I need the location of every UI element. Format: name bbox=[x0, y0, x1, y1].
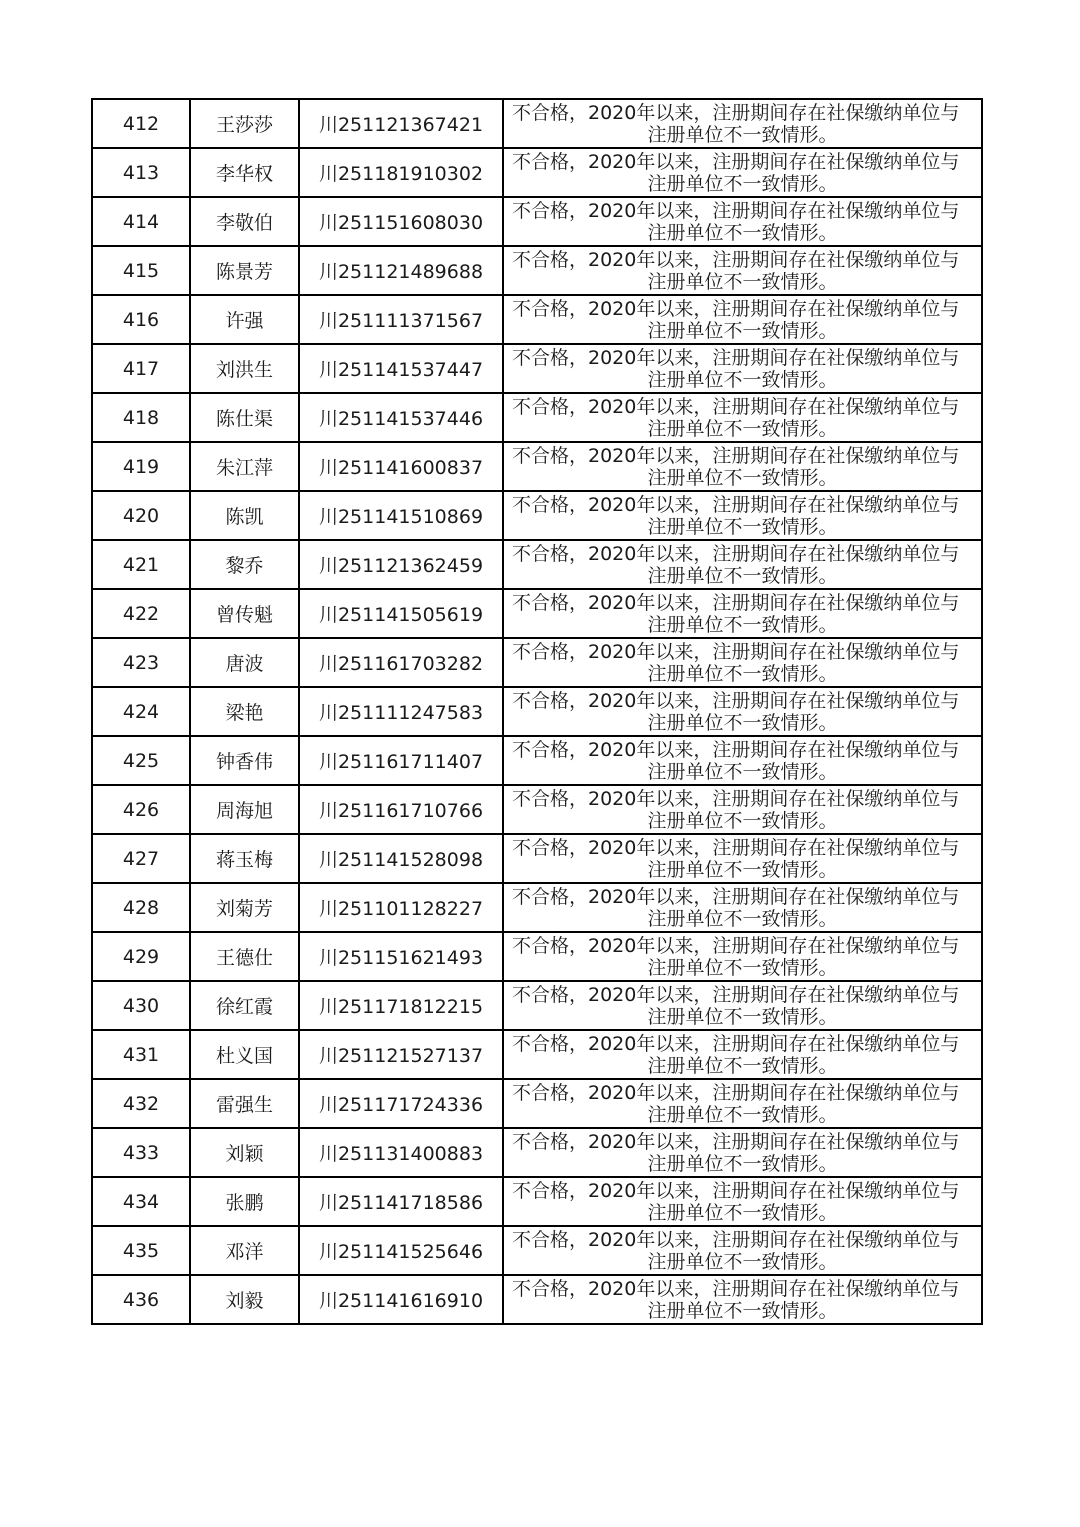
check-result-line-1: 不合格，2020年以来，注册期间存在社保缴纳单位与 bbox=[512, 444, 960, 467]
check-result-cell bbox=[503, 197, 982, 246]
check-result-line-1: 不合格，2020年以来，注册期间存在社保缴纳单位与 bbox=[512, 1228, 960, 1251]
check-result-line-2: 注册单位不一致情形。 bbox=[647, 1152, 838, 1175]
row-number-cell: 424 bbox=[92, 687, 190, 736]
table-row bbox=[92, 785, 982, 834]
table-row bbox=[92, 491, 982, 540]
check-result-line-1: 不合格，2020年以来，注册期间存在社保缴纳单位与 bbox=[512, 346, 960, 369]
check-result-line-1: 不合格，2020年以来，注册期间存在社保缴纳单位与 bbox=[512, 542, 960, 565]
row-number-cell: 428 bbox=[92, 883, 190, 932]
table-row bbox=[92, 1275, 982, 1324]
table-row bbox=[92, 442, 982, 491]
row-number-cell: 422 bbox=[92, 589, 190, 638]
check-result-cell bbox=[503, 1275, 982, 1324]
check-result-line-1: 不合格，2020年以来，注册期间存在社保缴纳单位与 bbox=[512, 101, 960, 124]
results-sheet bbox=[91, 98, 981, 1325]
table-row bbox=[92, 540, 982, 589]
person-name-cell: 李华权 bbox=[190, 148, 299, 197]
registration-number-cell: 川251141505619 bbox=[299, 589, 503, 638]
check-result-line-1: 不合格，2020年以来，注册期间存在社保缴纳单位与 bbox=[512, 787, 960, 810]
registration-number-cell: 川251111247583 bbox=[299, 687, 503, 736]
check-result-line-1: 不合格，2020年以来，注册期间存在社保缴纳单位与 bbox=[512, 983, 960, 1006]
check-result-cell bbox=[503, 491, 982, 540]
check-result-cell bbox=[503, 589, 982, 638]
person-name-cell: 陈景芳 bbox=[190, 246, 299, 295]
person-name-cell: 李敬伯 bbox=[190, 197, 299, 246]
check-result-cell bbox=[503, 638, 982, 687]
check-result-line-2: 注册单位不一致情形。 bbox=[647, 956, 838, 979]
registration-number-cell: 川251131400883 bbox=[299, 1128, 503, 1177]
table-row bbox=[92, 883, 982, 932]
person-name-cell: 陈仕渠 bbox=[190, 393, 299, 442]
person-name-cell: 蒋玉梅 bbox=[190, 834, 299, 883]
check-result-line-2: 注册单位不一致情形。 bbox=[647, 809, 838, 832]
check-result-line-2: 注册单位不一致情形。 bbox=[647, 1103, 838, 1126]
check-result-line-2: 注册单位不一致情形。 bbox=[647, 1201, 838, 1224]
row-number-cell: 420 bbox=[92, 491, 190, 540]
registration-number-cell: 川251141510869 bbox=[299, 491, 503, 540]
check-result-line-2: 注册单位不一致情形。 bbox=[647, 172, 838, 195]
check-result-line-1: 不合格，2020年以来，注册期间存在社保缴纳单位与 bbox=[512, 199, 960, 222]
check-result-line-1: 不合格，2020年以来，注册期间存在社保缴纳单位与 bbox=[512, 1179, 960, 1202]
row-number-cell: 423 bbox=[92, 638, 190, 687]
table-row bbox=[92, 736, 982, 785]
registration-number-cell: 川251121367421 bbox=[299, 99, 503, 148]
check-result-cell bbox=[503, 540, 982, 589]
check-result-line-2: 注册单位不一致情形。 bbox=[647, 711, 838, 734]
check-result-cell bbox=[503, 1079, 982, 1128]
table-row bbox=[92, 148, 982, 197]
check-result-line-1: 不合格，2020年以来，注册期间存在社保缴纳单位与 bbox=[512, 934, 960, 957]
row-number-cell: 415 bbox=[92, 246, 190, 295]
check-result-cell bbox=[503, 99, 982, 148]
person-name-cell: 刘毅 bbox=[190, 1275, 299, 1324]
table-row bbox=[92, 687, 982, 736]
registration-number-cell: 川251101128227 bbox=[299, 883, 503, 932]
check-result-line-2: 注册单位不一致情形。 bbox=[647, 515, 838, 538]
check-result-line-1: 不合格，2020年以来，注册期间存在社保缴纳单位与 bbox=[512, 150, 960, 173]
registration-number-cell: 川251161710766 bbox=[299, 785, 503, 834]
check-result-cell bbox=[503, 1226, 982, 1275]
check-result-line-2: 注册单位不一致情形。 bbox=[647, 858, 838, 881]
person-name-cell: 张鹏 bbox=[190, 1177, 299, 1226]
table-row bbox=[92, 344, 982, 393]
registration-number-cell: 川251111371567 bbox=[299, 295, 503, 344]
registration-number-cell: 川251121489688 bbox=[299, 246, 503, 295]
check-result-cell bbox=[503, 785, 982, 834]
table-row bbox=[92, 1079, 982, 1128]
row-number-cell: 430 bbox=[92, 981, 190, 1030]
row-number-cell: 429 bbox=[92, 932, 190, 981]
row-number-cell: 433 bbox=[92, 1128, 190, 1177]
results-table-body bbox=[92, 99, 982, 1324]
registration-number-cell: 川251161711407 bbox=[299, 736, 503, 785]
row-number-cell: 431 bbox=[92, 1030, 190, 1079]
person-name-cell: 钟香伟 bbox=[190, 736, 299, 785]
check-result-line-1: 不合格，2020年以来，注册期间存在社保缴纳单位与 bbox=[512, 1081, 960, 1104]
check-result-line-1: 不合格，2020年以来，注册期间存在社保缴纳单位与 bbox=[512, 689, 960, 712]
person-name-cell: 王德仕 bbox=[190, 932, 299, 981]
check-result-line-2: 注册单位不一致情形。 bbox=[647, 123, 838, 146]
registration-number-cell: 川251141528098 bbox=[299, 834, 503, 883]
table-row bbox=[92, 1177, 982, 1226]
check-result-line-1: 不合格，2020年以来，注册期间存在社保缴纳单位与 bbox=[512, 297, 960, 320]
check-result-line-2: 注册单位不一致情形。 bbox=[647, 662, 838, 685]
row-number-cell: 413 bbox=[92, 148, 190, 197]
table-row bbox=[92, 295, 982, 344]
check-result-cell bbox=[503, 295, 982, 344]
check-result-cell bbox=[503, 442, 982, 491]
check-result-cell bbox=[503, 932, 982, 981]
check-result-cell bbox=[503, 344, 982, 393]
table-row bbox=[92, 1226, 982, 1275]
row-number-cell: 419 bbox=[92, 442, 190, 491]
check-result-line-2: 注册单位不一致情形。 bbox=[647, 270, 838, 293]
table-row bbox=[92, 638, 982, 687]
person-name-cell: 曾传魁 bbox=[190, 589, 299, 638]
check-result-cell bbox=[503, 834, 982, 883]
check-result-line-1: 不合格，2020年以来，注册期间存在社保缴纳单位与 bbox=[512, 1130, 960, 1153]
table-row bbox=[92, 99, 982, 148]
table-row bbox=[92, 932, 982, 981]
person-name-cell: 雷强生 bbox=[190, 1079, 299, 1128]
registration-number-cell: 川251171724336 bbox=[299, 1079, 503, 1128]
person-name-cell: 邓洋 bbox=[190, 1226, 299, 1275]
check-result-line-2: 注册单位不一致情形。 bbox=[647, 564, 838, 587]
registration-number-cell: 川251171812215 bbox=[299, 981, 503, 1030]
registration-number-cell: 川251151621493 bbox=[299, 932, 503, 981]
registration-number-cell: 川251141600837 bbox=[299, 442, 503, 491]
person-name-cell: 黎乔 bbox=[190, 540, 299, 589]
registration-number-cell: 川251161703282 bbox=[299, 638, 503, 687]
person-name-cell: 周海旭 bbox=[190, 785, 299, 834]
check-result-line-1: 不合格，2020年以来，注册期间存在社保缴纳单位与 bbox=[512, 395, 960, 418]
check-result-line-2: 注册单位不一致情形。 bbox=[647, 319, 838, 342]
registration-number-cell: 川251141537447 bbox=[299, 344, 503, 393]
person-name-cell: 杜义国 bbox=[190, 1030, 299, 1079]
registration-number-cell: 川251151608030 bbox=[299, 197, 503, 246]
table-row bbox=[92, 1128, 982, 1177]
row-number-cell: 414 bbox=[92, 197, 190, 246]
check-result-cell bbox=[503, 883, 982, 932]
registration-number-cell: 川251141616910 bbox=[299, 1275, 503, 1324]
row-number-cell: 418 bbox=[92, 393, 190, 442]
person-name-cell: 陈凯 bbox=[190, 491, 299, 540]
row-number-cell: 436 bbox=[92, 1275, 190, 1324]
table-row bbox=[92, 197, 982, 246]
check-result-line-1: 不合格，2020年以来，注册期间存在社保缴纳单位与 bbox=[512, 836, 960, 859]
person-name-cell: 徐红霞 bbox=[190, 981, 299, 1030]
row-number-cell: 434 bbox=[92, 1177, 190, 1226]
registration-number-cell: 川251141537446 bbox=[299, 393, 503, 442]
check-result-line-1: 不合格，2020年以来，注册期间存在社保缴纳单位与 bbox=[512, 248, 960, 271]
check-result-line-2: 注册单位不一致情形。 bbox=[647, 1054, 838, 1077]
table-row bbox=[92, 246, 982, 295]
check-result-line-1: 不合格，2020年以来，注册期间存在社保缴纳单位与 bbox=[512, 1277, 960, 1300]
row-number-cell: 417 bbox=[92, 344, 190, 393]
check-result-cell bbox=[503, 1177, 982, 1226]
check-result-line-1: 不合格，2020年以来，注册期间存在社保缴纳单位与 bbox=[512, 640, 960, 663]
row-number-cell: 416 bbox=[92, 295, 190, 344]
check-result-line-2: 注册单位不一致情形。 bbox=[647, 1005, 838, 1028]
check-result-cell bbox=[503, 1128, 982, 1177]
person-name-cell: 刘菊芳 bbox=[190, 883, 299, 932]
row-number-cell: 426 bbox=[92, 785, 190, 834]
row-number-cell: 427 bbox=[92, 834, 190, 883]
registration-number-cell: 川251121362459 bbox=[299, 540, 503, 589]
check-result-line-2: 注册单位不一致情形。 bbox=[647, 417, 838, 440]
table-row bbox=[92, 393, 982, 442]
check-result-line-1: 不合格，2020年以来，注册期间存在社保缴纳单位与 bbox=[512, 738, 960, 761]
check-result-cell bbox=[503, 393, 982, 442]
table-row bbox=[92, 834, 982, 883]
check-result-line-2: 注册单位不一致情形。 bbox=[647, 368, 838, 391]
results-table bbox=[91, 98, 983, 1325]
check-result-cell bbox=[503, 148, 982, 197]
registration-number-cell: 川251141525646 bbox=[299, 1226, 503, 1275]
person-name-cell: 王莎莎 bbox=[190, 99, 299, 148]
row-number-cell: 432 bbox=[92, 1079, 190, 1128]
table-row bbox=[92, 981, 982, 1030]
check-result-line-2: 注册单位不一致情形。 bbox=[647, 1250, 838, 1273]
registration-number-cell: 川251181910302 bbox=[299, 148, 503, 197]
check-result-cell bbox=[503, 981, 982, 1030]
check-result-line-2: 注册单位不一致情形。 bbox=[647, 613, 838, 636]
person-name-cell: 唐波 bbox=[190, 638, 299, 687]
person-name-cell: 刘颖 bbox=[190, 1128, 299, 1177]
registration-number-cell: 川251121527137 bbox=[299, 1030, 503, 1079]
person-name-cell: 朱江萍 bbox=[190, 442, 299, 491]
check-result-cell bbox=[503, 1030, 982, 1079]
row-number-cell: 425 bbox=[92, 736, 190, 785]
person-name-cell: 刘洪生 bbox=[190, 344, 299, 393]
registration-number-cell: 川251141718586 bbox=[299, 1177, 503, 1226]
check-result-line-1: 不合格，2020年以来，注册期间存在社保缴纳单位与 bbox=[512, 885, 960, 908]
check-result-line-1: 不合格，2020年以来，注册期间存在社保缴纳单位与 bbox=[512, 493, 960, 516]
table-row bbox=[92, 1030, 982, 1079]
check-result-line-2: 注册单位不一致情形。 bbox=[647, 760, 838, 783]
row-number-cell: 421 bbox=[92, 540, 190, 589]
check-result-line-1: 不合格，2020年以来，注册期间存在社保缴纳单位与 bbox=[512, 1032, 960, 1055]
person-name-cell: 梁艳 bbox=[190, 687, 299, 736]
table-row bbox=[92, 589, 982, 638]
check-result-line-2: 注册单位不一致情形。 bbox=[647, 1299, 838, 1322]
check-result-line-2: 注册单位不一致情形。 bbox=[647, 466, 838, 489]
person-name-cell: 许强 bbox=[190, 295, 299, 344]
check-result-cell bbox=[503, 736, 982, 785]
check-result-cell bbox=[503, 246, 982, 295]
check-result-line-2: 注册单位不一致情形。 bbox=[647, 221, 838, 244]
check-result-cell bbox=[503, 687, 982, 736]
row-number-cell: 412 bbox=[92, 99, 190, 148]
check-result-line-2: 注册单位不一致情形。 bbox=[647, 907, 838, 930]
check-result-line-1: 不合格，2020年以来，注册期间存在社保缴纳单位与 bbox=[512, 591, 960, 614]
row-number-cell: 435 bbox=[92, 1226, 190, 1275]
